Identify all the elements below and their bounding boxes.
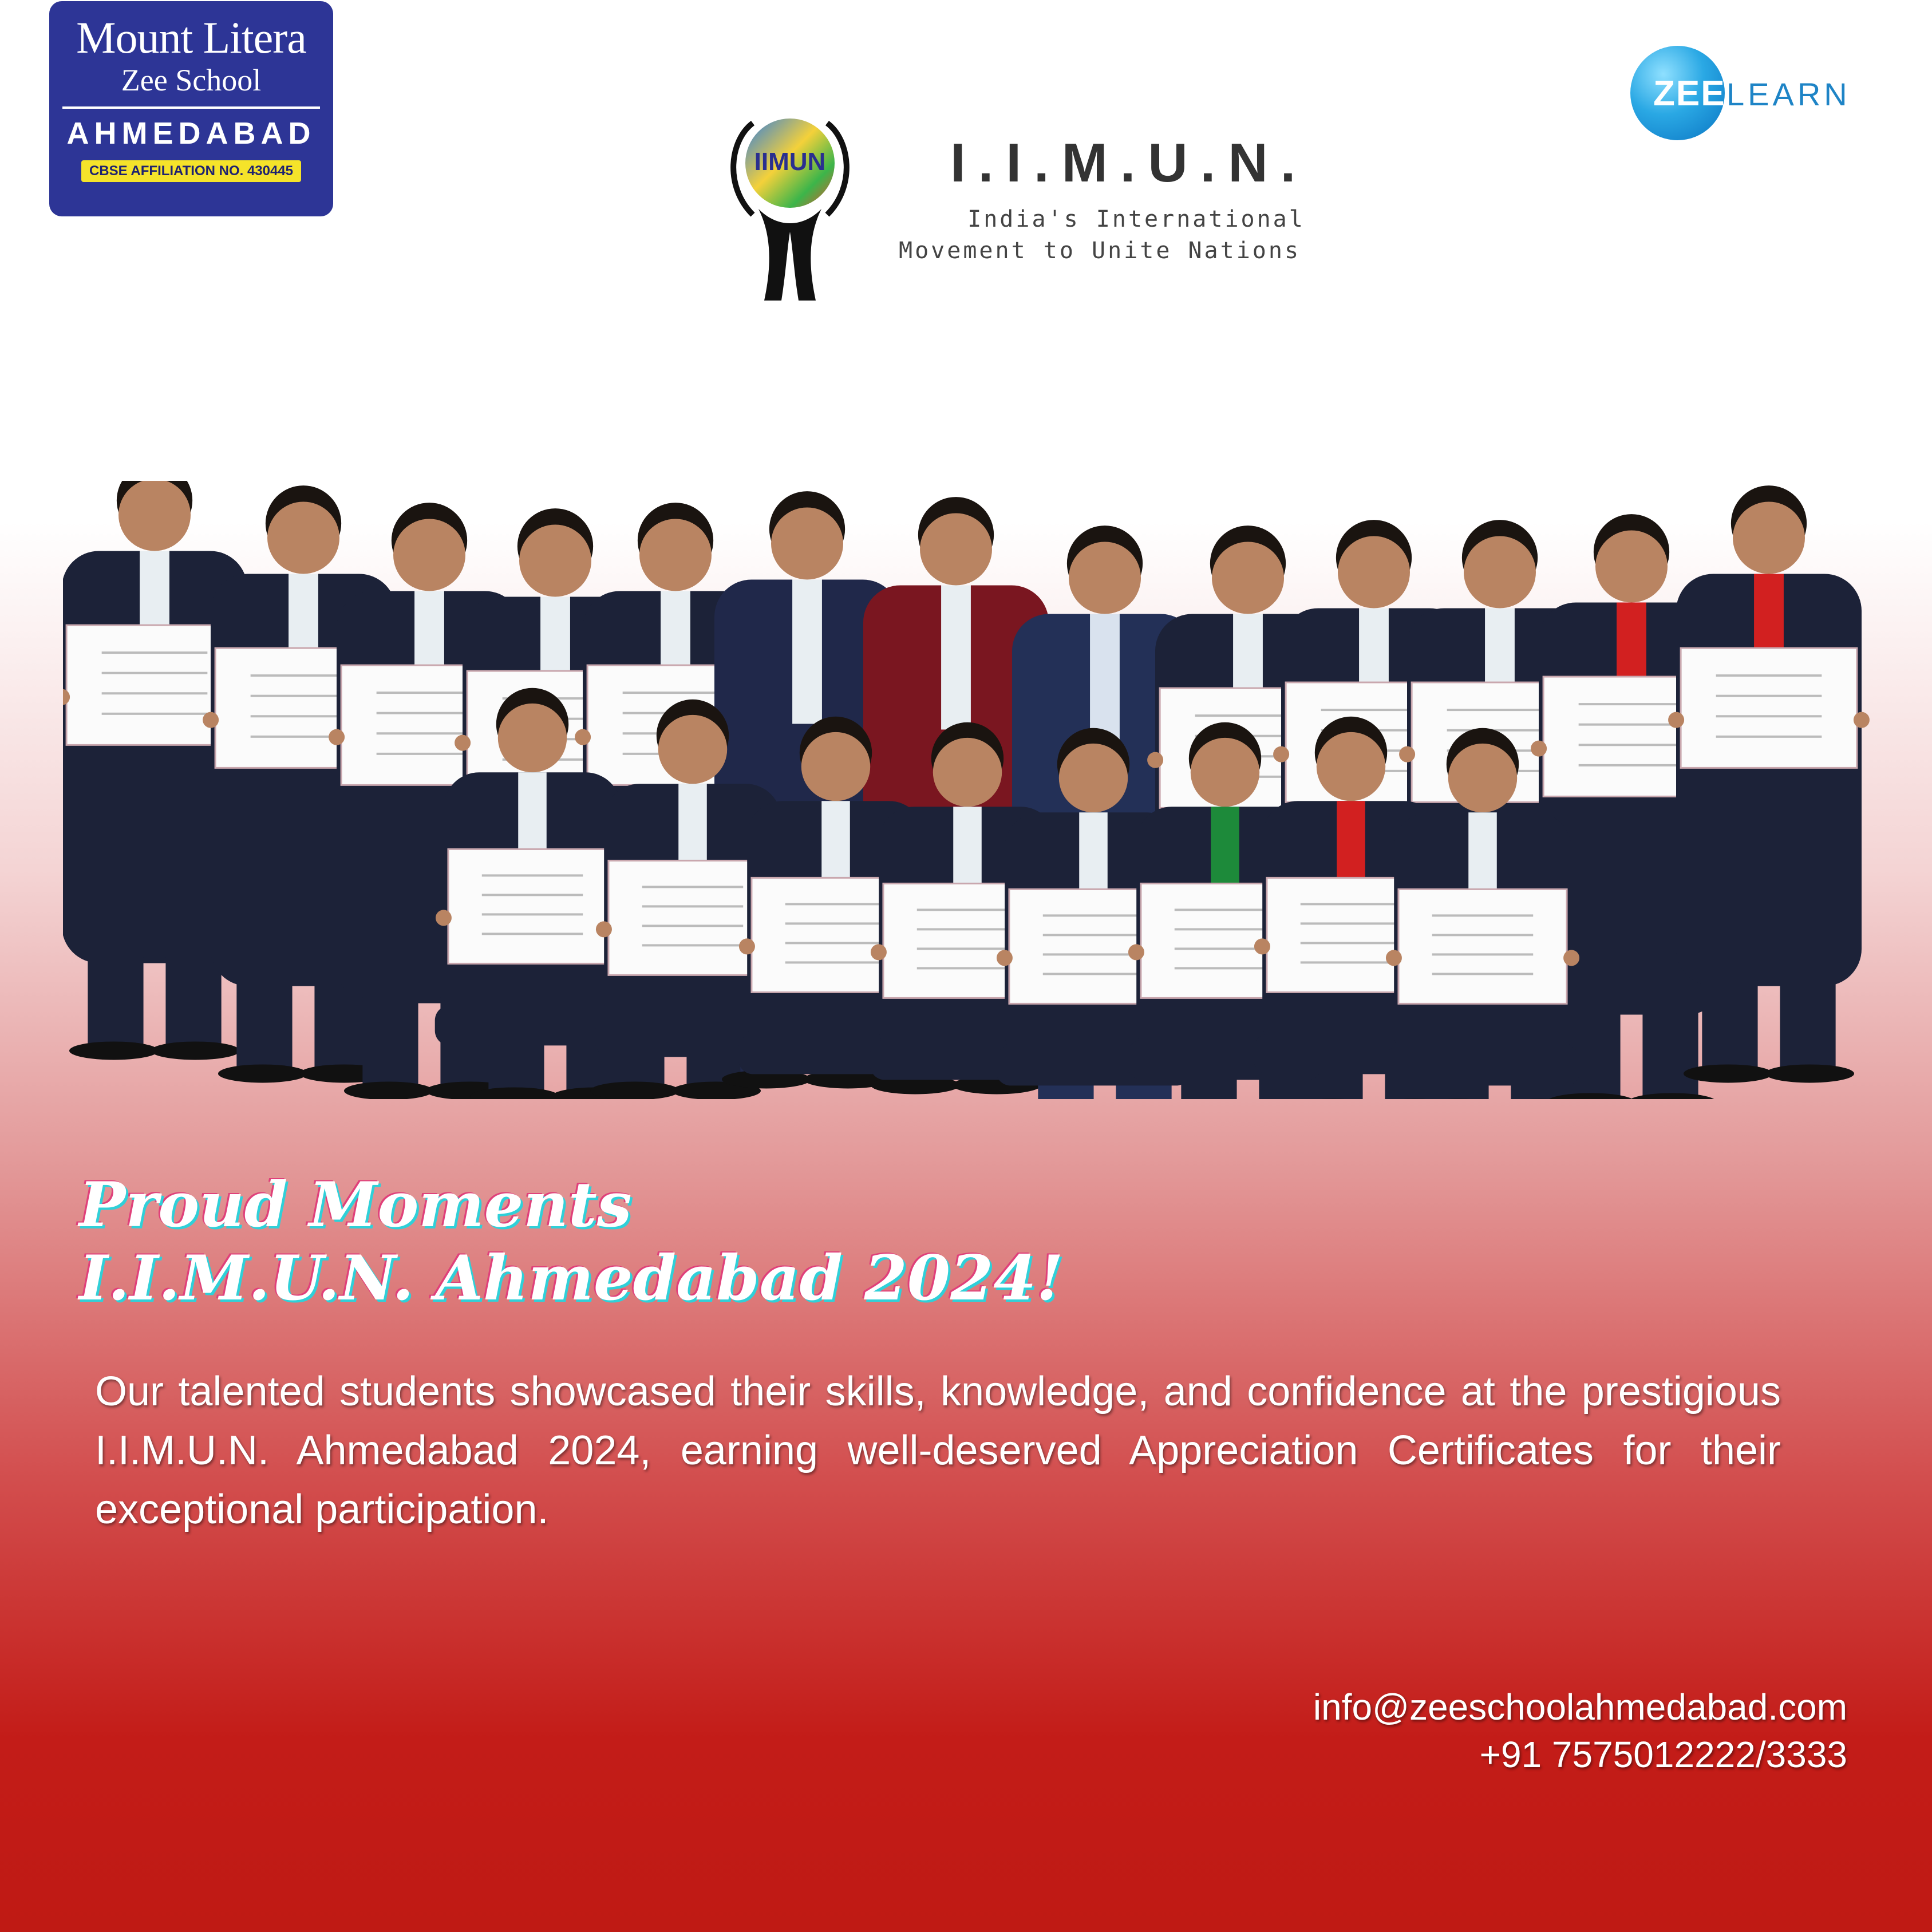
certificate xyxy=(1681,648,1857,768)
iimun-emblem-text: IIMUN xyxy=(754,148,826,176)
headline-line-2: I.I.M.U.N. Ahmedabad 2024! xyxy=(79,1242,1064,1314)
logo-divider xyxy=(62,106,320,109)
group-photo xyxy=(63,481,1872,1099)
body-paragraph: Our talented students showcased their skills, knowledge, and confidence at the prestigious I.I.M.U.N. Ahmedabad 2024, earning well-deserved Appreciation Certificates for their exceptional participation. xyxy=(95,1369,1781,1532)
figure-silhouette xyxy=(758,209,821,301)
zee-wordmark: ZEE xyxy=(1653,74,1726,113)
school-name-line1: Mount Litera xyxy=(76,13,306,62)
certificate xyxy=(448,849,617,963)
headline-line-1: Proud Moments xyxy=(79,1169,632,1241)
contact-email-link[interactable]: info@zeeschoolahmedabad.com xyxy=(1313,1686,1847,1728)
school-city: AHMEDABAD xyxy=(66,116,316,151)
contact-phone-link[interactable]: +91 7575012222/3333 xyxy=(1479,1734,1847,1775)
zee-learn-logo xyxy=(1630,46,1851,137)
school-logo xyxy=(49,1,333,216)
certificate xyxy=(1398,889,1567,1003)
iimun-title: I.I.M.U.N. xyxy=(950,132,1309,193)
iimun-tagline-2: Movement to Unite Nations xyxy=(899,238,1301,264)
school-name-line2: Zee School xyxy=(121,63,262,97)
affiliation-badge: CBSE AFFILIATION NO. 430445 xyxy=(81,160,301,182)
iimun-emblem xyxy=(718,100,862,306)
iimun-tagline-1: India's International xyxy=(967,206,1305,232)
learn-wordmark: LEARN xyxy=(1726,76,1851,112)
